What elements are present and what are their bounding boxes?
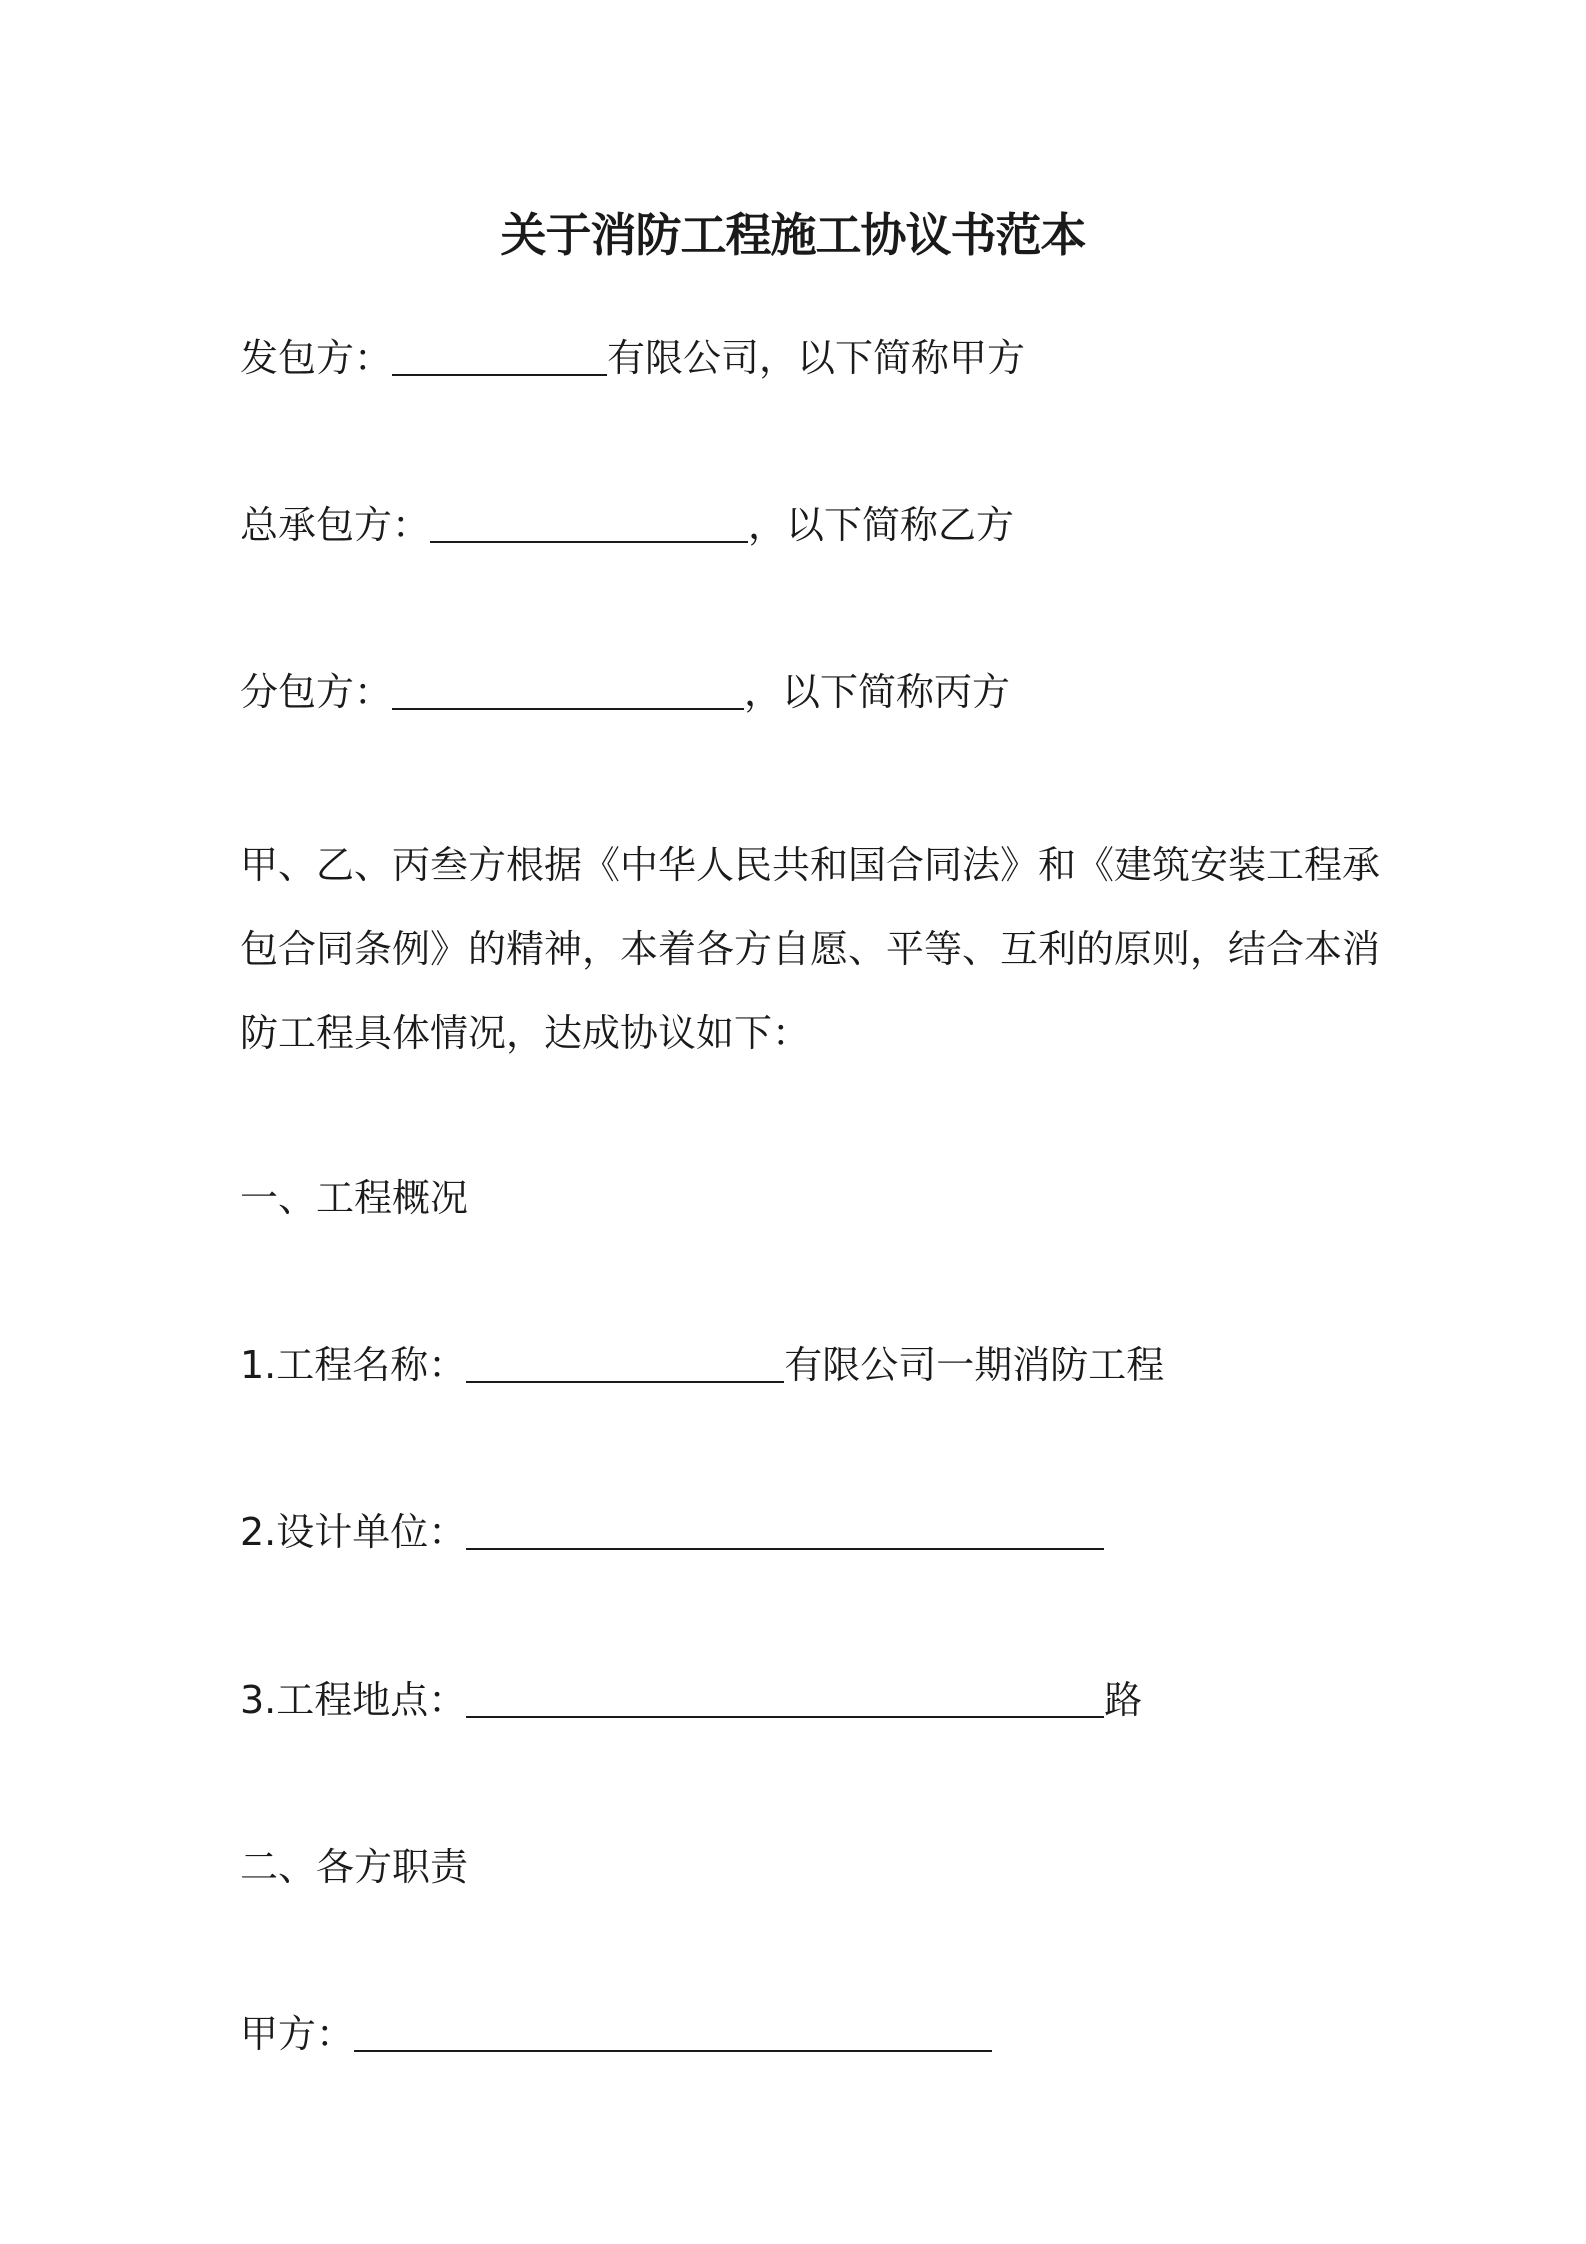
party-b-line [240,497,1014,553]
preamble-line: 包合同条例》的精神，本着各方自愿、平等、互利的原则，结合本消 [240,927,1381,971]
party-a-line [240,330,1025,386]
project-name-label: 1.工程名称： [240,1343,467,1387]
document-title: 关于消防工程施工协议书范本 [500,208,1086,262]
design-unit-label: 2.设计单位： [240,1510,467,1554]
party-c-suffix: ，以下简称丙方 [744,670,1011,714]
party-c-label: 分包方： [240,670,393,714]
design-unit-blank[interactable] [466,1504,1104,1550]
project-location-blank[interactable] [466,1672,1104,1718]
design-unit-line [240,1504,1104,1560]
party-a-duty-line [240,2006,992,2062]
project-location-label: 3.工程地点： [240,1678,467,1722]
project-location-line [240,1672,1142,1728]
preamble-line: 甲、乙、丙叁方根据《中华人民共和国合同法》和《建筑安装工程承 [240,843,1381,887]
preamble-line: 防工程具体情况，达成协议如下： [240,1011,811,1055]
preamble-paragraph [240,823,1381,1075]
party-c-line [240,664,1010,720]
party-b-blank[interactable] [430,497,748,543]
party-a-label: 发包方： [240,336,393,380]
party-b-suffix: ，以下简称乙方 [748,503,1015,547]
party-a-suffix: 有限公司，以下简称甲方 [607,336,1026,380]
party-a-duty-label: 甲方： [240,2012,355,2056]
party-a-duty-blank[interactable] [354,2006,992,2052]
section-1-heading: 一、工程概况 [240,1176,469,1220]
project-location-suffix: 路 [1104,1678,1143,1722]
party-b-label: 总承包方： [240,503,431,547]
project-name-line [240,1337,1164,1393]
party-a-blank[interactable] [392,330,607,376]
project-name-blank[interactable] [466,1337,784,1383]
section-2-heading: 二、各方职责 [240,1845,469,1889]
project-name-suffix: 有限公司一期消防工程 [784,1343,1165,1387]
party-c-blank[interactable] [392,664,744,710]
